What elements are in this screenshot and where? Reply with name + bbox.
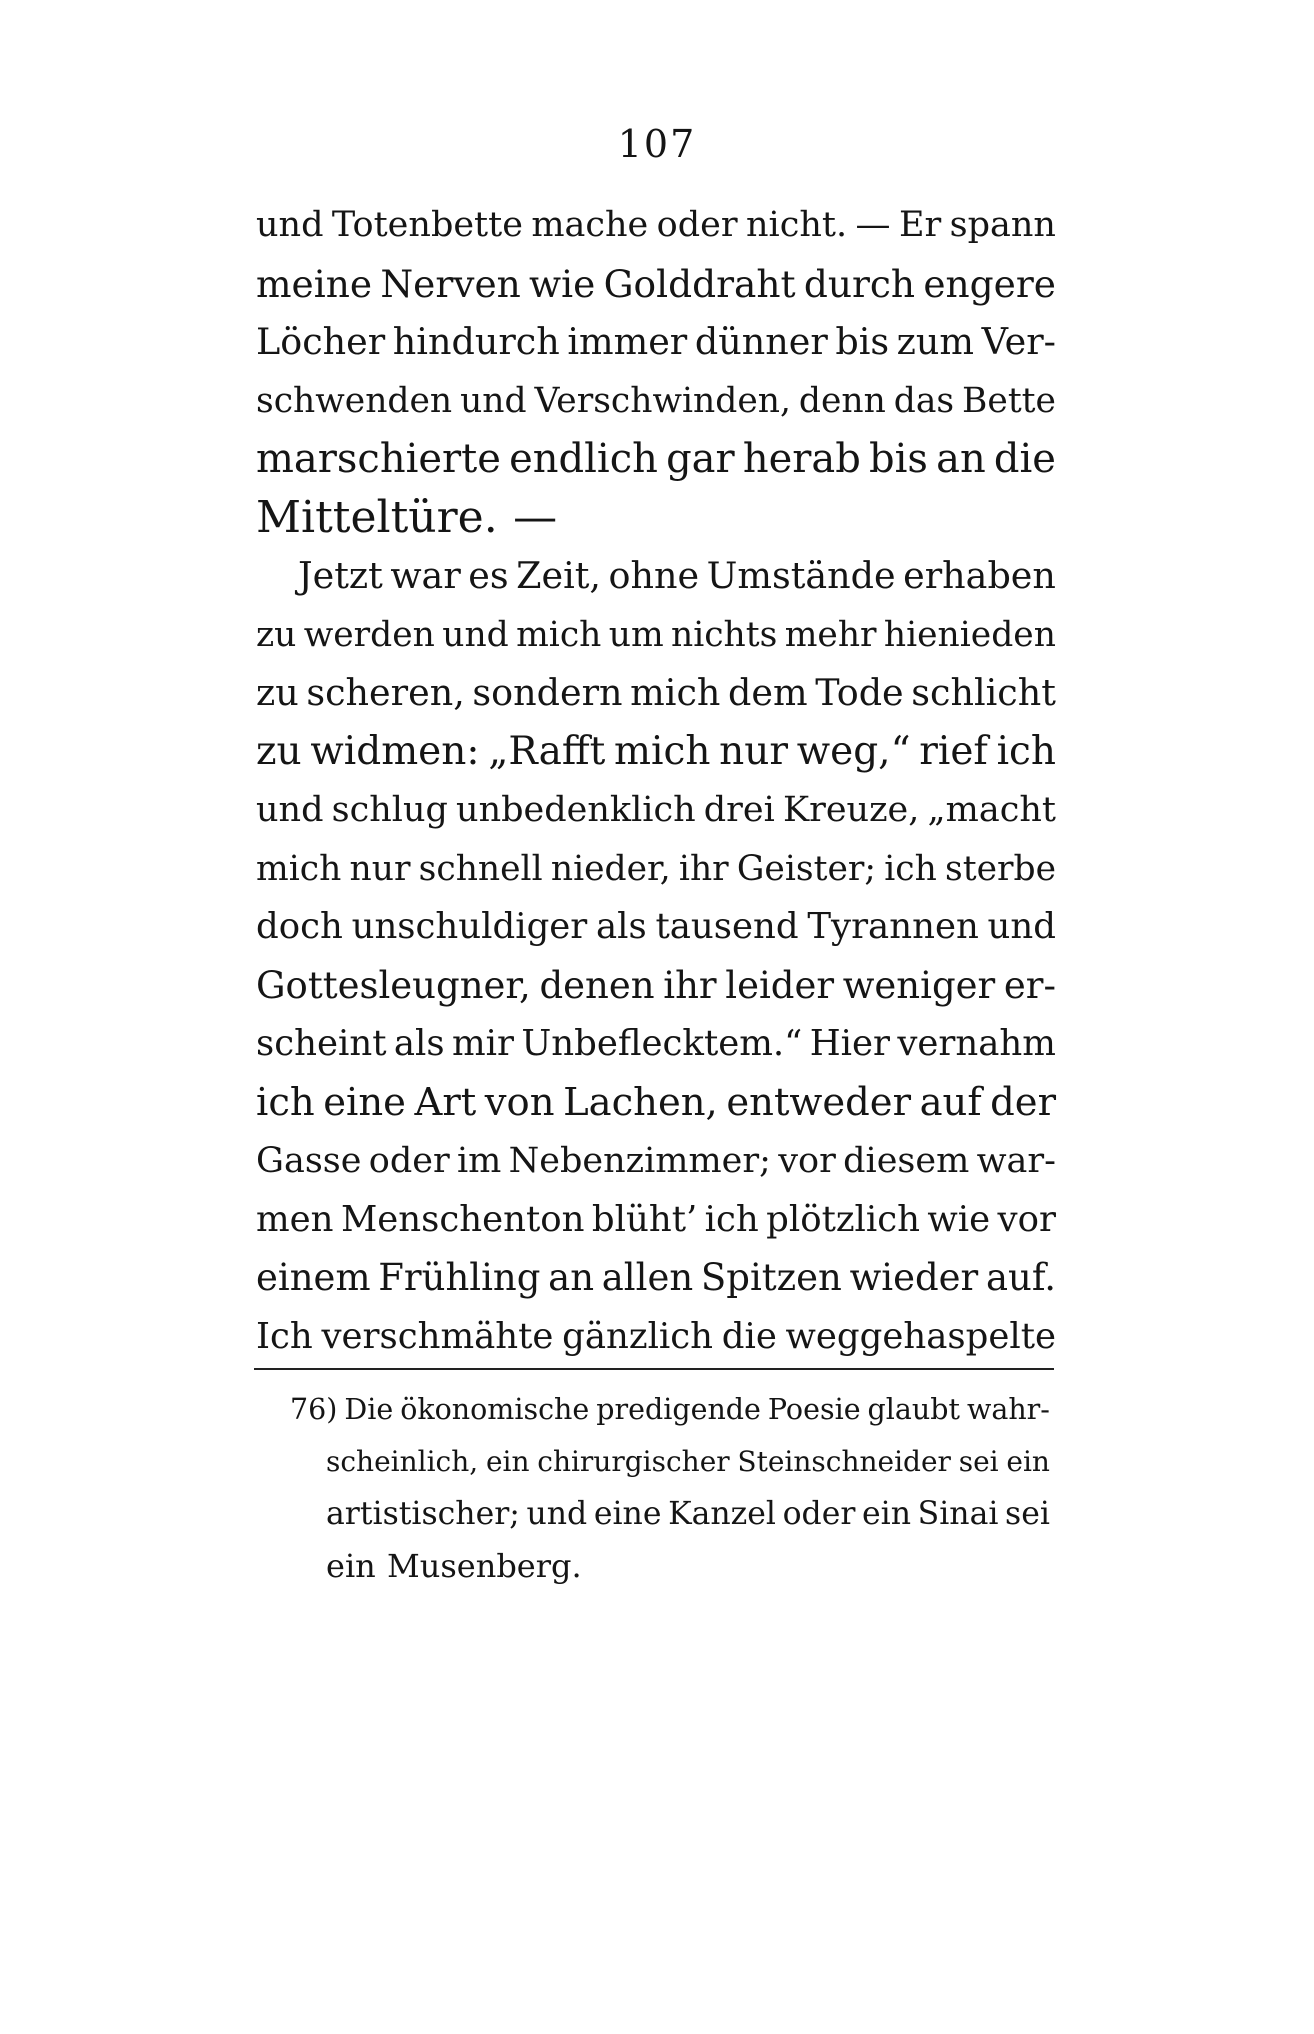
- text-line: Jetzt war es Zeit, ohne Umstände erhaben: [298, 554, 1056, 597]
- page-number: 107: [617, 122, 697, 166]
- text-line: meine Nerven wie Golddraht durch engere: [256, 261, 1056, 306]
- text-line: Mitteltüre. —: [256, 491, 558, 543]
- footnote-divider: [254, 1368, 1054, 1370]
- text-line: und Totenbette mache oder nicht. — Er spann: [256, 205, 1056, 245]
- text-line: mich nur schnell nieder, ihr Geister; ich sterbe: [256, 848, 1056, 889]
- text-line: zu scheren, sondern mich dem Tode schlicht: [256, 671, 1056, 714]
- text-line: Ich verschmähte gänzlich die weggehaspelte: [256, 1315, 1056, 1357]
- text-line: scheint als mir Unbeflecktem.“ Hier vernahm: [256, 1023, 1056, 1064]
- text-line: und schlug unbedenklich drei Kreuze, „macht: [256, 790, 1056, 830]
- text-line: ich eine Art von Lachen, entweder auf der: [256, 1079, 1056, 1125]
- text-line: schwenden und Verschwinden, denn das Bette: [256, 380, 1056, 421]
- text-line: doch unschuldiger als tausend Tyrannen und: [256, 906, 1056, 947]
- footnote-line: scheinlich, ein chirurgischer Steinschneider sei ein: [326, 1445, 1050, 1478]
- main-text: [256, 196, 1056, 1366]
- text-line: Löcher hindurch immer dünner bis zum Ver-: [256, 320, 1056, 363]
- footnote-line: artistischer; und eine Kanzel oder ein Sinai sei: [326, 1496, 1050, 1532]
- footnote-line: ein Musenberg.: [326, 1547, 582, 1585]
- footnote-line: 76) Die ökonomische predigende Poesie glaubt wahr-: [290, 1393, 1050, 1426]
- text-line: einem Frühling an allen Spitzen wieder auf.: [256, 1256, 1056, 1299]
- text-line: Gasse oder im Nebenzimmer; vor diesem war-: [256, 1141, 1056, 1181]
- text-line: zu widmen: „Rafft mich nur weg,“ rief ich: [256, 728, 1056, 774]
- text-line: men Menschenton blüht’ ich plötzlich wie vor: [256, 1198, 1056, 1240]
- text-line: marschierte endlich gar herab bis an die: [256, 436, 1056, 482]
- footnote: [290, 1384, 1050, 1592]
- text-line: zu werden und mich um nichts mehr hienieden: [256, 614, 1056, 655]
- text-line: Gottesleugner, denen ihr leider weniger er-: [256, 963, 1056, 1007]
